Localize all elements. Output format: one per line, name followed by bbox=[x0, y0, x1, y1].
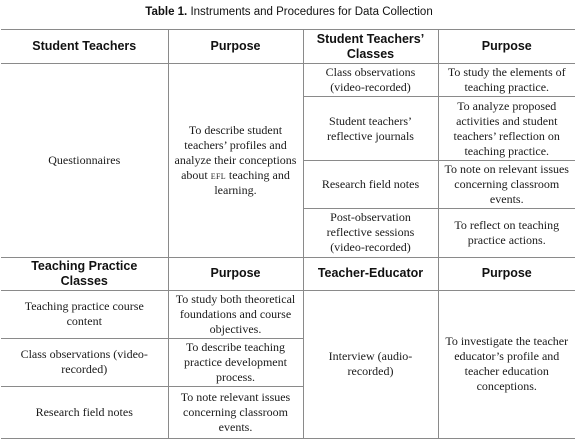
interview-cell: Interview (audio-recorded) bbox=[303, 290, 438, 438]
instruments-table bbox=[1, 29, 575, 439]
questionnaires-cell: Questionnaires bbox=[1, 64, 168, 257]
purpose-cell: To describe teaching practice development process. bbox=[168, 338, 303, 386]
purpose-cell: To analyze proposed activities and student teachers’ reflection on teaching practice. bbox=[438, 97, 575, 161]
header-row-top bbox=[1, 30, 575, 64]
table-row bbox=[1, 290, 575, 338]
col-header-purpose: Purpose bbox=[438, 30, 575, 64]
purpose-cell: To study the elements of teaching practice. bbox=[438, 64, 575, 97]
instrument-cell: Research field notes bbox=[303, 161, 438, 209]
col-header-student-teachers: Student Teachers bbox=[1, 30, 168, 64]
col-header-purpose: Purpose bbox=[168, 257, 303, 290]
col-header-purpose: Purpose bbox=[438, 257, 575, 290]
col-header-student-teachers-classes: Student Teachers’ Classes bbox=[303, 30, 438, 64]
col-header-teaching-practice-classes: Teaching Practice Classes bbox=[1, 257, 168, 290]
questionnaires-purpose-cell: To describe student teachers’ profiles and analyze their conceptions about efl teaching and learning. bbox=[168, 64, 303, 257]
instrument-cell: Class observations (video-recorded) bbox=[1, 338, 168, 386]
table-title: Instruments and Procedures for Data Collection bbox=[190, 6, 433, 18]
col-header-purpose: Purpose bbox=[168, 30, 303, 64]
table-label: Table 1. bbox=[145, 6, 188, 18]
purpose-cell: To reflect on teaching practice actions. bbox=[438, 209, 575, 257]
header-row-bottom bbox=[1, 257, 575, 290]
table-caption bbox=[0, 6, 578, 18]
instrument-cell: Student teachers’ reflective journals bbox=[303, 97, 438, 161]
purpose-cell: To note relevant issues concerning classroom events. bbox=[168, 386, 303, 438]
table-row bbox=[1, 64, 575, 97]
instrument-cell: Post-observation reflective sessions (video-recorded) bbox=[303, 209, 438, 257]
instrument-cell: Teaching practice course content bbox=[1, 290, 168, 338]
interview-purpose-cell: To investigate the teacher educator’s profile and teacher education conceptions. bbox=[438, 290, 575, 438]
instrument-cell: Class observations (video-recorded) bbox=[303, 64, 438, 97]
purpose-cell: To study both theoretical foundations and course objectives. bbox=[168, 290, 303, 338]
purpose-cell: To note on relevant issues concerning classroom events. bbox=[438, 161, 575, 209]
col-header-teacher-educator: Teacher-Educator bbox=[303, 257, 438, 290]
instrument-cell: Research field notes bbox=[1, 386, 168, 438]
